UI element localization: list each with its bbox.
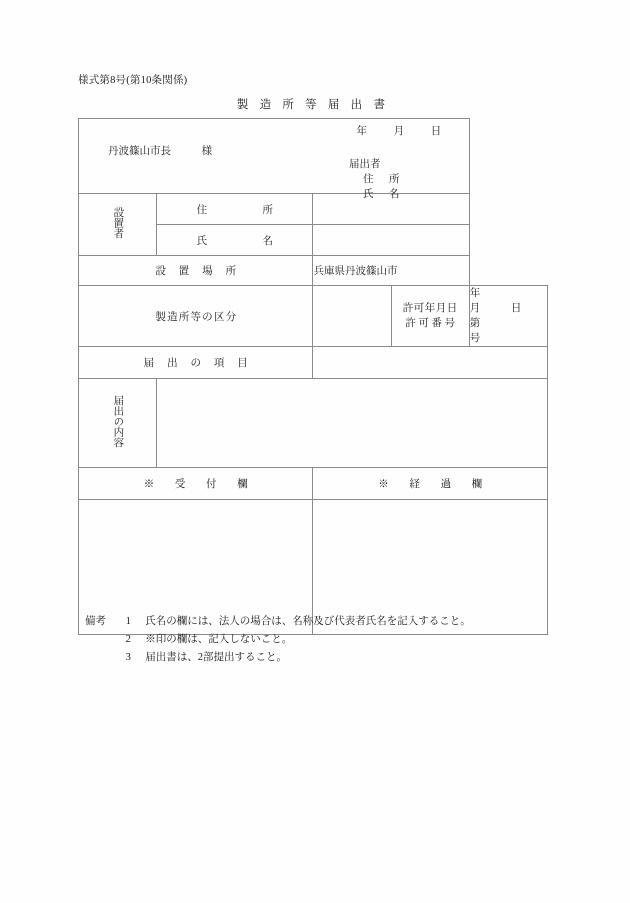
notification-form-table [78,118,548,635]
table-row-location [79,256,548,286]
installer-name-label-cell [157,225,313,256]
category-value[interactable] [313,286,391,347]
installer-name-label: 氏 名 [196,235,280,247]
notifier-address-label[interactable]: 住 所 [363,174,402,185]
submission-date[interactable] [357,123,442,138]
permit-value-cell[interactable] [469,286,547,347]
document-title: 製 造 所 等 届 出 書 [236,99,390,111]
addressee [108,143,212,158]
form-number: 様式第8号(第10条関係) [78,75,188,86]
remarks-item-text: ※印の欄は、記入しないこと。 [145,634,293,645]
addressee-name: 丹波篠山市長 [108,146,171,157]
remarks-item-number: 2 [125,634,131,645]
permit-month-label: 月 [469,303,481,314]
addressee-honorific: 様 [201,146,213,157]
permit-year-label: 年 [469,288,481,299]
remarks-item-number: 3 [125,652,131,663]
progress-column-header: ※ 経 過 欄 [378,479,492,490]
table-row-category [79,286,548,347]
permit-label-cell [391,286,469,347]
installer-address-label-cell [157,194,313,225]
notification-content-value[interactable] [157,379,548,468]
category-label: 製造所等の区分 [155,311,238,323]
date-year-label: 年 [356,126,368,137]
location-label: 設 置 場 所 [155,266,238,277]
table-row-notification-content [79,379,548,468]
notifier-name-label[interactable]: 氏 名 [363,189,402,200]
permit-date-value [470,286,547,316]
receipt-column-header-cell [79,468,313,500]
notification-item-label-cell [79,347,313,379]
notifier-block [349,157,402,202]
table-row-stamp-headers [79,468,548,500]
notification-item-label: 届 出 の 項 目 [143,358,249,369]
notification-item-value[interactable] [313,347,548,379]
installer-address-label: 住 所 [196,204,280,216]
notification-content-label-cell [79,379,157,468]
addressee-cell [79,119,470,200]
category-label-cell [79,286,313,347]
receipt-column-header: ※ 受 付 欄 [143,479,257,490]
table-row-installer-address [79,194,548,225]
remarks-item-text: 届出書は、2部提出すること。 [145,652,287,663]
notifier-label: 届出者 [349,159,381,170]
installer-vertical-label-cell [79,194,157,256]
remarks-item-text: 氏名の欄には、法人の場合は、名称及び代表者氏名を記入すること。 [145,616,471,627]
progress-column-header-cell [313,468,548,500]
location-label-cell [79,256,313,286]
remarks-label: 備考 [85,616,106,627]
permit-number-prefix: 第 [469,318,481,329]
table-row-header [79,119,548,194]
notification-content-label: 届出の内容 [112,395,124,448]
permit-date-label: 許可年月日 [402,303,458,314]
installer-name-value[interactable] [313,225,469,256]
permit-number-label: 許可番号 [405,318,458,329]
permit-number-suffix: 号 [469,333,481,344]
table-row-notification-item [79,347,548,379]
remarks-line [85,649,471,667]
installer-label: 設置者 [112,207,124,239]
remarks-line [85,631,471,649]
location-value[interactable]: 兵庫県丹波篠山市 [313,256,469,286]
permit-number-value [470,316,547,346]
remarks-block [85,613,471,667]
date-month-label: 月 [393,126,405,137]
permit-day-label: 日 [510,303,522,314]
remarks-item-number: 1 [125,616,131,627]
remarks-line [85,613,471,631]
date-day-label: 日 [430,126,442,137]
